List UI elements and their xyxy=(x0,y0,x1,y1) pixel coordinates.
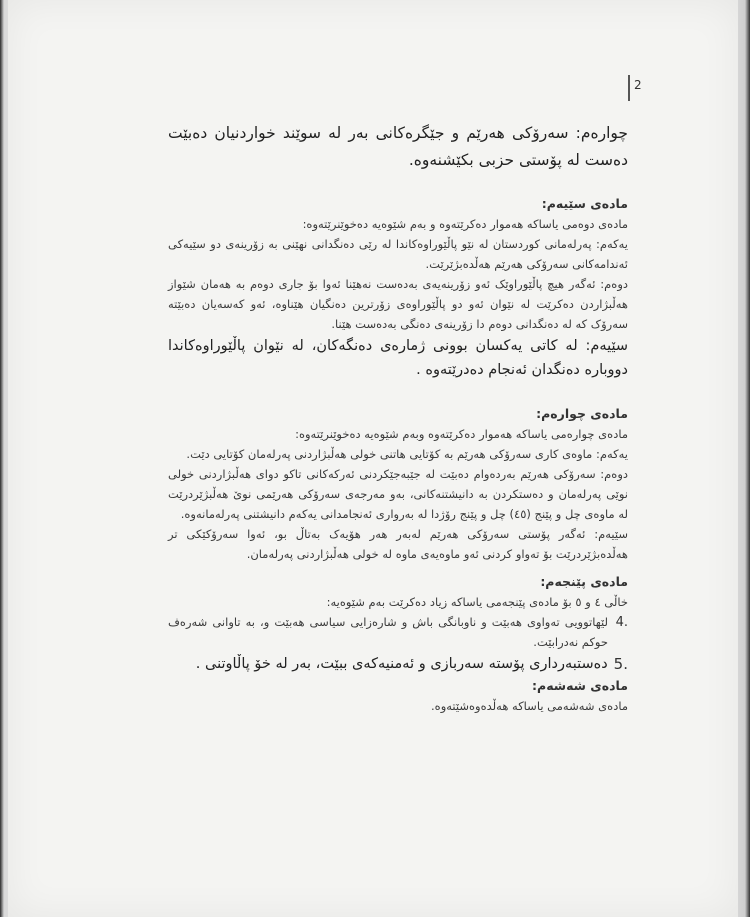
document-body xyxy=(168,120,628,716)
article-4-third: سێیەم: ئەگەر پۆستی سەرۆکی هەرێم لەبەر هەر هۆیەک بەتاڵ بو، ئەوا سەرۆکێکی تر هەڵدەبژێردرێت بۆ تەواو کردنی ئەو ماوەیەی ماوە لە خولی هەڵبژاردنی پەرلەمان. xyxy=(168,527,628,561)
article-5-item-4 xyxy=(168,612,628,652)
intro-paragraph: چوارەم: سەرۆکی هەرێم و جێگرەکانی بەر لە سوێند خواردنیان دەبێت دەست لە پۆستی حزبی بکێشنەوە. xyxy=(168,124,628,169)
item-4-text: لێهاتوویی تەواوی هەبێت و ناوبانگی باش و شارەزایی سیاسی هەبێت و، بە تاوانی شەرەف حوکم نەدرابێت. xyxy=(168,615,608,649)
item-5-text: دەستبەرداری پۆستە سەربازی و ئەمنیەکەی ببێت، بەر لە خۆ پاڵاوتنی . xyxy=(195,656,608,672)
article-3-second: دوەم: ئەگەر هیچ پاڵێوراوێک ئەو زۆرینەیەی بەدەست نەهێنا ئەوا بۆ جاری دوەم بە هەمان شێواز هەڵبژاردن دەکرێت لە نێوان ئەو دو پاڵێوراوەی زۆرترین دەنگیان هێناوە، ئەو کەسەیان دەبێتە سەرۆک کە لە دەنگدانی دوەم دا زۆرینەی دەنگی بەدەست هێنا. xyxy=(168,277,628,331)
article-4 xyxy=(168,404,628,564)
article-6-lead: مادەی شەشەمی یاساکە هەڵدەوەشێتەوە. xyxy=(431,699,628,713)
article-5-lead: خاڵی ٤ و ٥ بۆ مادەی پێنجەمی یاساکە زیاد دەکرێت بەم شێوەیە: xyxy=(326,595,628,609)
article-4-heading: مادەی چوارەم: xyxy=(536,406,628,421)
article-3 xyxy=(168,194,628,382)
article-4-first: یەکەم: ماوەی کاری سەرۆکی هەرێم بە کۆتایی هاتنی خولی هەڵبژاردنی پەرلەمان کۆتایی دێت. xyxy=(186,447,628,461)
article-4-second: دوەم: سەرۆکی هەرێم بەردەوام دەبێت لە جێبەجێکردنی ئەرکەکانی تاکو دوای هەڵبژاردنی خولی نوێی پەرلەمان و دەستکردن بە دانیشتنەکانی، بەو مەرجەی سەرۆکی هەرێمی نوێ هەڵبژێردرێت لە ماوەی چل و پێنج (٤٥) چل و پێنج رۆژدا لە بەرواری ئەنجامدانی یەکەم دانیشتنی پەرلەمانەوە. xyxy=(168,467,628,521)
article-3-third: سێیەم: لە کاتی یەکسان بوونی ژمارەی دەنگەکان، لە نێوان پاڵێوراوەکاندا دووبارە دەنگدان ئەنجام دەدرێتەوە . xyxy=(168,338,628,378)
article-3-heading: مادەی سێیەم: xyxy=(541,196,628,211)
margin-rule xyxy=(628,75,630,101)
page-number: 2 xyxy=(634,78,642,92)
article-6 xyxy=(168,676,628,716)
article-5-item-5 xyxy=(168,652,628,676)
article-3-first: یەکەم: پەرلەمانی کوردستان لە نێو پاڵێوراوەکاندا لە رێی دەنگدانی نهێنی بە زۆرینەی دو سێیەکی ئەندامەکانی سەرۆکی هەرێم هەڵدەبژێرێت. xyxy=(168,237,628,271)
item-4-number: .4 xyxy=(615,615,628,630)
article-3-lead: مادەی دوەمی یاساکە هەموار دەکرێتەوە و بەم شێوەیە دەخوێنرێتەوە: xyxy=(302,217,628,231)
item-5-number: .5 xyxy=(613,655,628,673)
article-4-lead: مادەی چوارەمی یاساکە هەموار دەکرێتەوە وبەم شێوەیە دەخوێنرێتەوە: xyxy=(295,427,628,441)
article-6-heading: مادەی شەشەم: xyxy=(532,678,628,693)
article-5-heading: مادەی پێنجەم: xyxy=(540,574,628,589)
article-5 xyxy=(168,572,628,676)
